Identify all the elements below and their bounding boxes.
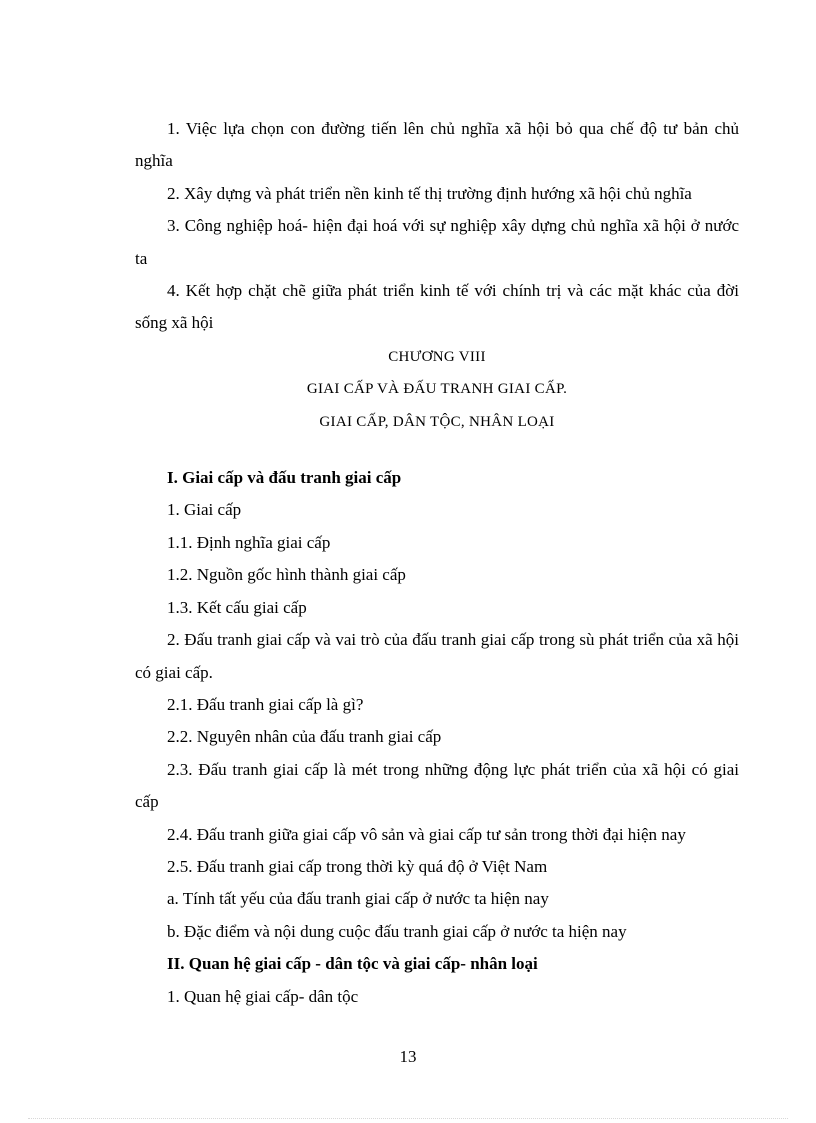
section-heading: II. Quan hệ giai cấp - dân tộc và giai cấp- nhân loại [167,954,538,974]
paragraph: 2. Xây dựng và phát triển nền kinh tế thị trường định hướng xã hội chủ nghĩa [167,183,692,203]
outline-item: 2. Đấu tranh giai cấp và vai trò của đấu tranh giai cấp trong sù phát triển của xã hội có giai cấp. [135,630,739,682]
outline-item: 2.3. Đấu tranh giai cấp là mét trong những động lực phát triển của xã hội có giai cấp [135,759,739,812]
outline-item: 2.2. Nguyên nhân của đấu tranh giai cấp [167,727,442,747]
paragraph: 3. Công nghiệp hoá- hiện đại hoá với sự nghiệp xây dựng chủ nghĩa xã hội ở nước ta [135,216,739,268]
outline-item: b. Đặc điểm và nội dung cuộc đấu tranh giai cấp ở nước ta hiện nay [167,921,627,941]
outline-item: 1. Quan hệ giai cấp- dân tộc [167,986,359,1006]
outline-item: 1.2. Nguồn gốc hình thành giai cấp [167,565,406,585]
outline-item: 1. Giai cấp [167,500,242,520]
outline-item: 2.4. Đấu tranh giữa giai cấp vô sản và giai cấp tư sản trong thời đại hiện nay [167,824,686,844]
chapter-title-line-1: GIAI CẤP VÀ ĐẤU TRANH GIAI CẤP. [306,381,568,398]
paragraph: 1. Việc lựa chọn con đường tiến lên chủ nghĩa xã hội bỏ qua chế độ tư bản chủ nghĩa [135,119,739,171]
chapter-heading-block [135,340,739,462]
outline-item: a. Tính tất yếu của đấu tranh giai cấp ở nước ta hiện nay [167,889,549,909]
section-heading: I. Giai cấp và đấu tranh giai cấp [167,468,402,488]
outline-item: 2.5. Đấu tranh giai cấp trong thời kỳ quá độ ở Việt Nam [167,856,548,876]
outline-item: 2.1. Đấu tranh giai cấp là gì? [167,694,364,714]
outline-item: 1.3. Kết cấu giai cấp [167,597,307,617]
page-border-divider [28,1118,788,1119]
page-number: 13 [399,1047,417,1066]
page-content [135,113,739,1013]
paragraph: 4. Kết hợp chặt chẽ giữa phát triển kinh tế với chính trị và các mặt khác của đời sống xã hội [135,281,739,333]
chapter-number: CHƯƠNG VIII [388,348,486,365]
chapter-title-line-2: GIAI CẤP, DÂN TỘC, NHÂN LOẠI [319,413,555,430]
outline-item: 1.1. Định nghĩa giai cấp [167,532,331,552]
